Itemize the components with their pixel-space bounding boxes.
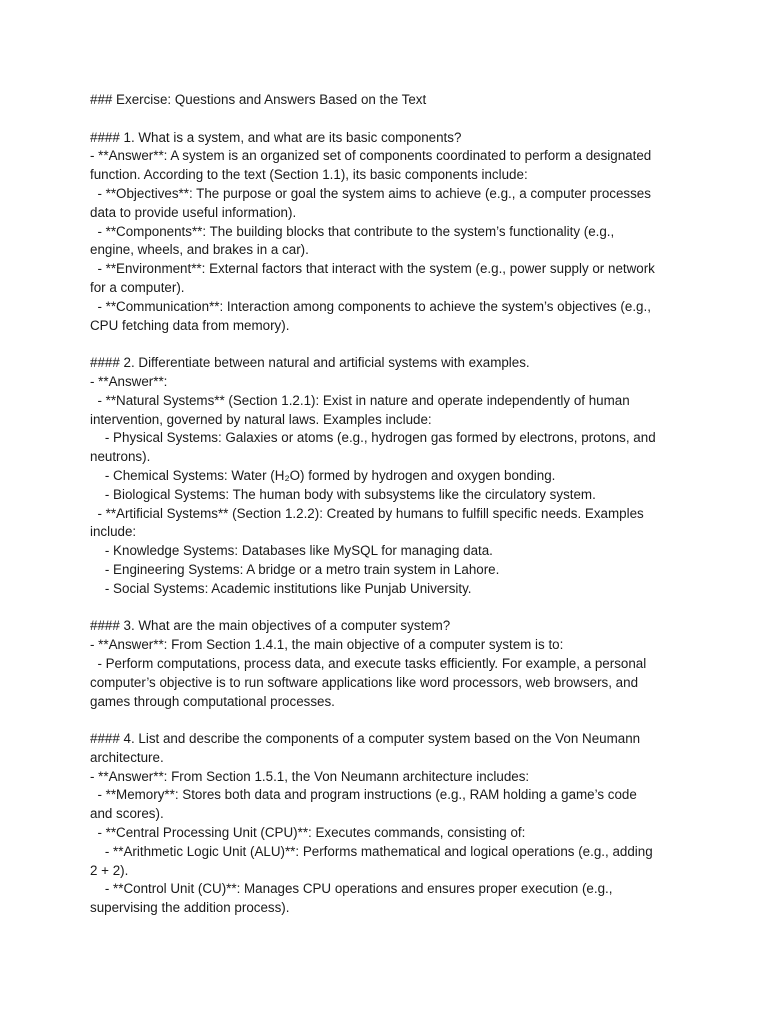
list-item: - **Memory**: Stores both data and program instructions (e.g., RAM holding a game’s code (90, 787, 637, 803)
text-line: and scores). (90, 806, 164, 822)
question-heading: #### 1. What is a system, and what are its basic components? (90, 129, 462, 145)
text-line: intervention, governed by natural laws. Examples include: (90, 411, 432, 427)
blank-line (90, 599, 690, 618)
document-body (90, 91, 690, 918)
blank-line (90, 110, 690, 129)
list-item: - **Central Processing Unit (CPU)**: Executes commands, consisting of: (90, 825, 526, 841)
question-heading: #### 3. What are the main objectives of a computer system? (90, 618, 451, 634)
list-item: - Engineering Systems: A bridge or a metro train system in Lahore. (90, 561, 500, 577)
list-item: - Perform computations, process data, and execute tasks efficiently. For example, a personal (90, 655, 647, 671)
answer-line: - **Answer**: A system is an organized set of components coordinated to perform a designated (90, 148, 652, 164)
question-heading: #### 2. Differentiate between natural and artificial systems with examples. (90, 355, 530, 371)
list-item: - **Natural Systems** (Section 1.2.1): Exist in nature and operate independently of human (90, 392, 630, 408)
blank-line (90, 711, 690, 730)
list-item: - Physical Systems: Galaxies or atoms (e.g., hydrogen gas formed by electrons, protons, and (90, 430, 656, 446)
list-item: - Social Systems: Academic institutions like Punjab University. (90, 580, 472, 596)
list-item: - Knowledge Systems: Databases like MySQL for managing data. (90, 543, 493, 559)
text-line: include: (90, 524, 137, 540)
text-line: function. According to the text (Section 1.1), its basic components include: (90, 167, 528, 183)
list-item: - **Control Unit (CU)**: Manages CPU operations and ensures proper execution (e.g., (90, 881, 613, 897)
text-line: computer’s objective is to run software applications like word processors, web browsers, and (90, 674, 639, 690)
answer-line: - **Answer**: From Section 1.4.1, the main objective of a computer system is to: (90, 637, 564, 653)
text-line: supervising the addition process). (90, 900, 290, 916)
list-item: - **Components**: The building blocks that contribute to the system’s functionality (e.g., (90, 223, 615, 239)
text-line: games through computational processes. (90, 693, 335, 709)
text-line: neutrons). (90, 449, 151, 465)
list-item: - Chemical Systems: Water (H₂O) formed by hydrogen and oxygen bonding. (90, 467, 556, 483)
list-item: - **Artificial Systems** (Section 1.2.2): Created by humans to fulfill specific needs. Examples (90, 505, 644, 521)
text-line: data to provide useful information). (90, 204, 297, 220)
list-item: - Biological Systems: The human body with subsystems like the circulatory system. (90, 486, 596, 502)
text-line: 2 + 2). (90, 862, 129, 878)
list-item: - **Communication**: Interaction among components to achieve the system’s objectives (e.g., (90, 298, 651, 314)
blank-line (90, 335, 690, 354)
document-title: ### Exercise: Questions and Answers Based on the Text (90, 92, 427, 107)
text-line: engine, wheels, and brakes in a car). (90, 242, 309, 258)
text-line: architecture. (90, 749, 164, 765)
answer-line: - **Answer**: (90, 373, 168, 389)
list-item: - **Environment**: External factors that interact with the system (e.g., power supply or network (90, 261, 655, 277)
list-item: - **Arithmetic Logic Unit (ALU)**: Performs mathematical and logical operations (e.g., adding (90, 843, 653, 859)
list-item: - **Objectives**: The purpose or goal the system aims to achieve (e.g., a computer processes (90, 185, 651, 201)
answer-line: - **Answer**: From Section 1.5.1, the Von Neumann architecture includes: (90, 768, 530, 784)
text-line: for a computer). (90, 279, 185, 295)
question-heading: #### 4. List and describe the components of a computer system based on the Von Neumann (90, 731, 641, 747)
text-line: CPU fetching data from memory). (90, 317, 290, 333)
